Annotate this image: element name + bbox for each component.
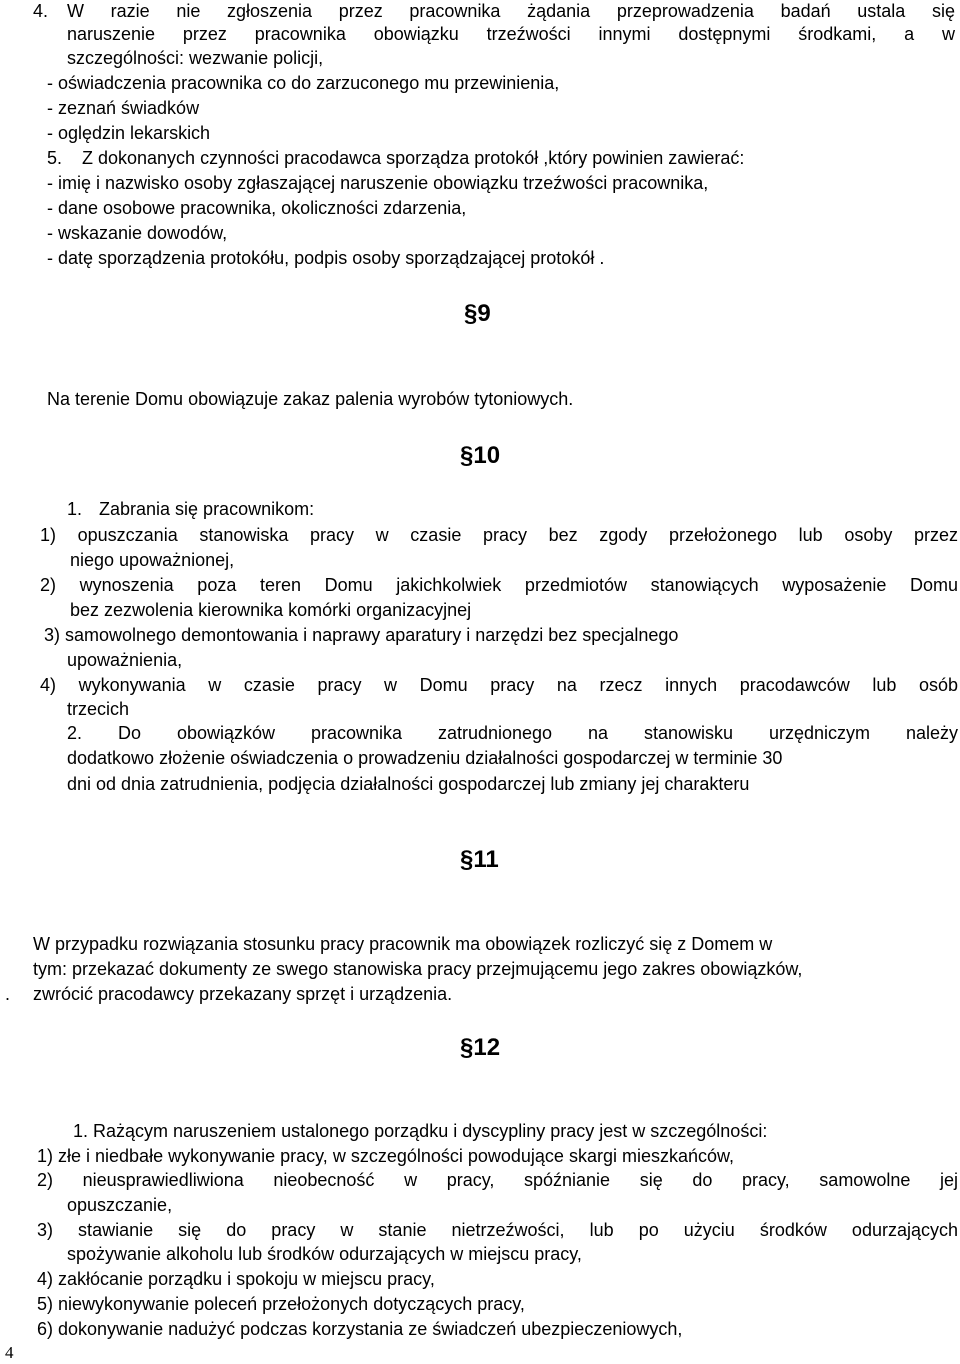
item-4-line-2: naruszenie przez pracownika obowiązku trzeźwości innymi dostępnymi środkami, a w bbox=[67, 24, 955, 44]
item-4-line-1: W razie nie zgłoszenia przez pracownika żądania przeprowadzenia badań ustala się bbox=[67, 1, 955, 21]
section-10-item-2-line-1: 2) wynoszenia poza teren Domu jakichkolwiek przedmiotów stanowiących wyposażenie Domu bbox=[40, 575, 958, 595]
section-12-item-3-line-1: 3) stawianie się do pracy w stanie nietrzeźwości, lub po użyciu środków odurzających bbox=[37, 1220, 958, 1240]
section-12-item-1: 1) złe i niedbałe wykonywanie pracy, w szczególności powodujące skargi mieszkańców, bbox=[37, 1146, 734, 1166]
section-12-item-2-line-1: 2) nieusprawiedliwiona nieobecność w pracy, spóźnianie się do pracy, samowolne jej bbox=[37, 1170, 958, 1190]
section-10-item-4-line-2: trzecich bbox=[67, 699, 130, 719]
section-10-item-3-line-1: 3) samowolnego demontowania i naprawy aparatury i narzędzi bez specjalnego bbox=[44, 625, 679, 645]
item-4-bullet-3: - oględzin lekarskich bbox=[47, 123, 211, 143]
section-10-item-1-line-2: niego upoważnionej, bbox=[70, 550, 235, 570]
section-11-heading: §11 bbox=[460, 846, 499, 873]
section-10-item-3-line-2: upoważnienia, bbox=[67, 650, 183, 670]
section-12-item-2-line-2: opuszczanie, bbox=[67, 1195, 173, 1215]
item-4-bullet-2: - zeznań świadków bbox=[47, 98, 200, 118]
section-12-item-4: 4) zakłócanie porządku i spokoju w miejscu pracy, bbox=[37, 1269, 435, 1289]
section-10-item-4-line-1: 4) wykonywania w czasie pracy w Domu pracy na rzecz innych pracodawców lub osób bbox=[40, 675, 958, 695]
section-11-stray-dot: . bbox=[5, 984, 11, 1004]
page-number: 4 bbox=[5, 1343, 14, 1362]
section-10-point-2-line-2: dodatkowo złożenie oświadczenia o prowadzeniu działalności gospodarczej w terminie 30 bbox=[67, 748, 783, 768]
item-5-bullet-2: - dane osobowe pracownika, okoliczności zdarzenia, bbox=[47, 198, 467, 218]
item-4-number: 4. bbox=[33, 1, 49, 21]
section-12-item-6: 6) dokonywanie nadużyć podczas korzystania ze świadczeń ubezpieczeniowych, bbox=[37, 1319, 683, 1339]
section-11-line-3: zwrócić pracodawcy przekazany sprzęt i urządzenia. bbox=[33, 984, 453, 1004]
section-12-point-1: 1. Rażącym naruszeniem ustalonego porządku i dyscypliny pracy jest w szczególności: bbox=[73, 1121, 768, 1141]
section-9-text: Na terenie Domu obowiązuje zakaz palenia wyrobów tytoniowych. bbox=[47, 389, 574, 409]
item-5-bullet-1: - imię i nazwisko osoby zgłaszającej naruszenie obowiązku trzeźwości pracownika, bbox=[47, 173, 709, 193]
section-10-point-1-number: 1. bbox=[67, 499, 83, 519]
section-10-item-1-line-1: 1) opuszczania stanowiska pracy w czasie pracy bez zgody przełożonego lub osoby przez bbox=[40, 525, 958, 545]
section-10-heading: §10 bbox=[460, 442, 501, 469]
item-5-bullet-3: - wskazanie dowodów, bbox=[47, 223, 228, 243]
section-11-line-2: tym: przekazać dokumenty ze swego stanowiska pracy przejmującemu jego zakres obowiązków, bbox=[33, 959, 803, 979]
section-10-point-2-line-3: dni od dnia zatrudnienia, podjęcia działalności gospodarczej lub zmiany jej charakteru bbox=[67, 774, 750, 794]
section-9-heading: §9 bbox=[464, 300, 491, 327]
item-5-line-1: Z dokonanych czynności pracodawca sporządza protokół ,który powinien zawierać: bbox=[82, 148, 745, 168]
section-10-item-2-line-2: bez zezwolenia kierownika komórki organizacyjnej bbox=[70, 600, 472, 620]
item-4-bullet-1: - oświadczenia pracownika co do zarzuconego mu przewinienia, bbox=[47, 73, 560, 93]
section-10-point-2-line-1: 2. Do obowiązków pracownika zatrudnionego na stanowisku urzędniczym należy bbox=[67, 723, 958, 743]
item-5-number: 5. bbox=[47, 148, 63, 168]
section-12-item-3-line-2: spożywanie alkoholu lub środków odurzających w miejscu pracy, bbox=[67, 1244, 582, 1264]
section-11-line-1: W przypadku rozwiązania stosunku pracy pracownik ma obowiązek rozliczyć się z Domem w bbox=[33, 934, 773, 954]
item-5-bullet-4: - datę sporządzenia protokółu, podpis osoby sporządzającej protokół . bbox=[47, 248, 605, 268]
section-10-point-1-text: Zabrania się pracownikom: bbox=[99, 499, 315, 519]
section-12-item-5: 5) niewykonywanie poleceń przełożonych dotyczących pracy, bbox=[37, 1294, 525, 1314]
section-12-heading: §12 bbox=[460, 1034, 501, 1061]
item-4-line-3: szczególności: wezwanie policji, bbox=[67, 48, 324, 68]
